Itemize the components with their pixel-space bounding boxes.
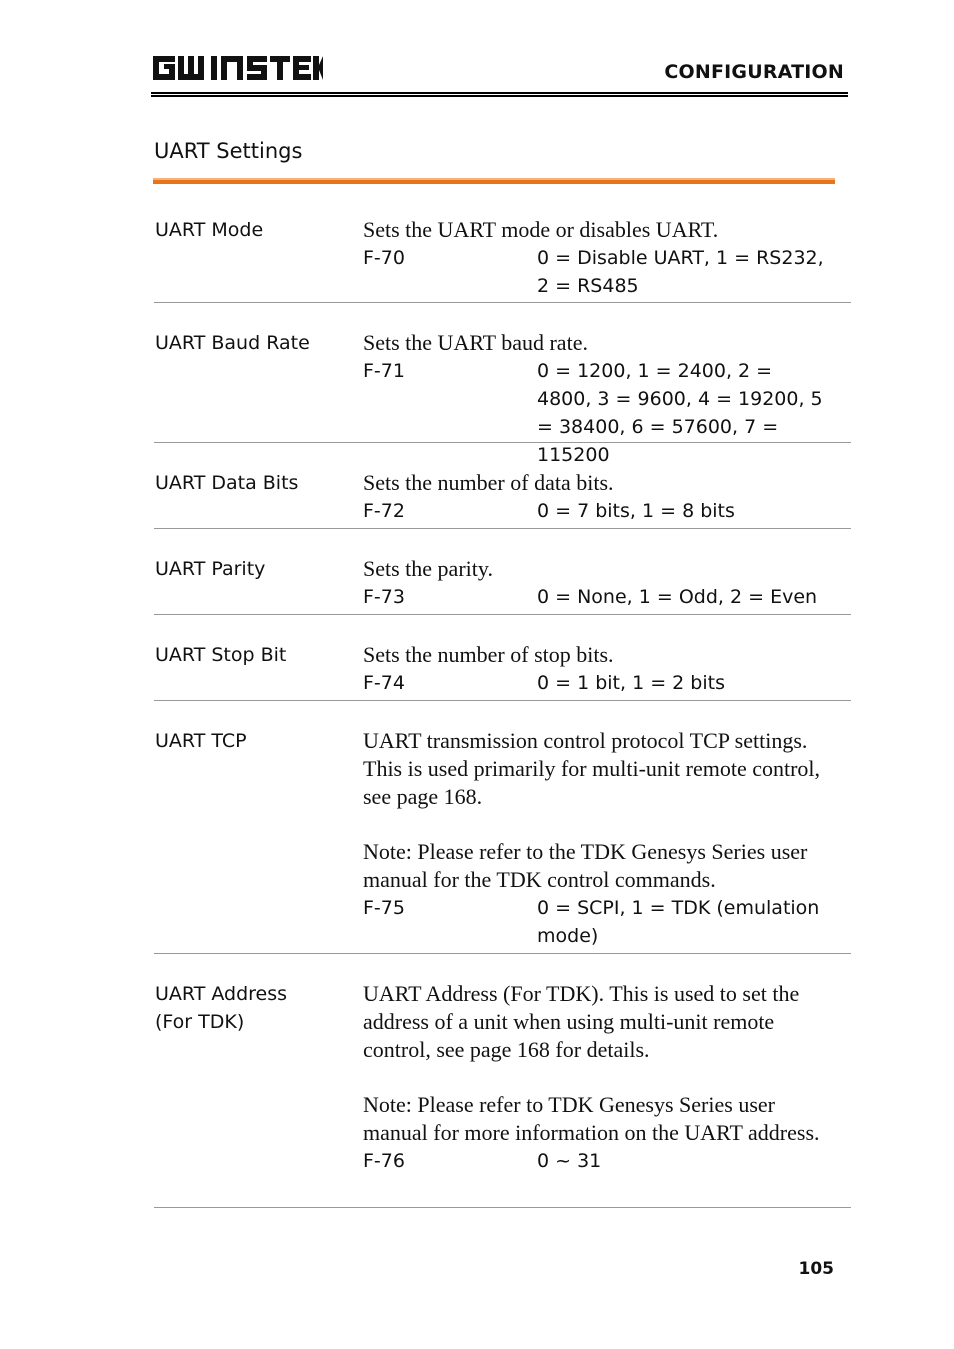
function-code: F-71 (363, 360, 405, 382)
setting-description (363, 329, 833, 357)
setting-row-uart-tcp (154, 727, 851, 954)
setting-name: UART Baud Rate (155, 332, 310, 354)
setting-code-line (363, 583, 851, 612)
setting-code-line (363, 1147, 851, 1176)
setting-values: 0 = 1 bit, 1 = 2 bits (537, 672, 725, 694)
setting-description (363, 469, 833, 497)
setting-name: UART Mode (155, 219, 264, 241)
setting-values: 0 ~ 31 (537, 1150, 602, 1172)
function-code: F-76 (363, 1150, 405, 1172)
function-code: F-74 (363, 672, 405, 694)
description-paragraph: UART Address (For TDK). This is used to set the address of a unit when using multi-unit remote control, see page 168 for details. (363, 981, 800, 1062)
setting-description (363, 727, 833, 894)
setting-name: UART Stop Bit (155, 644, 287, 666)
setting-code-line (363, 669, 851, 698)
setting-code-line (363, 497, 851, 526)
setting-row-uart-address (154, 980, 851, 1208)
setting-code-line (363, 357, 851, 470)
setting-code-line (363, 894, 851, 951)
page-title: UART Settings (154, 139, 303, 163)
description-note: Note: Please refer to the TDK Genesys Series user manual for the TDK control commands. (363, 839, 808, 892)
setting-row-uart-stop-bit (154, 641, 851, 701)
setting-description (363, 980, 833, 1147)
function-code: F-75 (363, 897, 405, 919)
setting-description (363, 555, 833, 583)
function-code: F-70 (363, 247, 405, 269)
title-divider (153, 178, 835, 184)
setting-values: 0 = Disable UART, 1 = RS232, 2 = RS485 (537, 247, 824, 297)
gw-instek-logo (153, 52, 323, 84)
description-paragraph: UART transmission control protocol TCP settings. This is used primarily for multi-unit remote control, see page 168. (363, 728, 821, 809)
description-paragraph: Sets the number of data bits. (363, 470, 614, 495)
setting-values: 0 = 1200, 1 = 2400, 2 = 4800, 3 = 9600, 4 = 19200, 5 = 38400, 6 = 57600, 7 = 115200 (537, 360, 823, 466)
section-label: CONFIGURATION (664, 61, 844, 83)
setting-values: 0 = 7 bits, 1 = 8 bits (537, 500, 735, 522)
setting-name: UART Address (For TDK) (155, 983, 288, 1033)
description-note: Note: Please refer to TDK Genesys Series user manual for more information on the UART address. (363, 1092, 820, 1145)
function-code: F-73 (363, 586, 405, 608)
setting-description (363, 216, 833, 244)
header-rule (151, 92, 848, 97)
setting-name: UART Parity (155, 558, 266, 580)
setting-name: UART Data Bits (155, 472, 299, 494)
setting-values: 0 = None, 1 = Odd, 2 = Even (537, 586, 818, 608)
function-code: F-72 (363, 500, 405, 522)
setting-values: 0 = SCPI, 1 = TDK (emulation mode) (537, 897, 820, 947)
description-paragraph: Sets the UART baud rate. (363, 330, 588, 355)
description-paragraph: Sets the UART mode or disables UART. (363, 217, 719, 242)
setting-code-line (363, 244, 851, 301)
setting-name: UART TCP (155, 730, 247, 752)
description-paragraph: Sets the parity. (363, 556, 493, 581)
setting-row-uart-mode (154, 216, 851, 303)
setting-row-uart-parity (154, 555, 851, 615)
page-number: 105 (798, 1259, 834, 1279)
setting-row-uart-baud-rate (154, 329, 851, 466)
setting-description (363, 641, 833, 669)
setting-row-uart-data-bits (154, 469, 851, 529)
description-paragraph: Sets the number of stop bits. (363, 642, 614, 667)
